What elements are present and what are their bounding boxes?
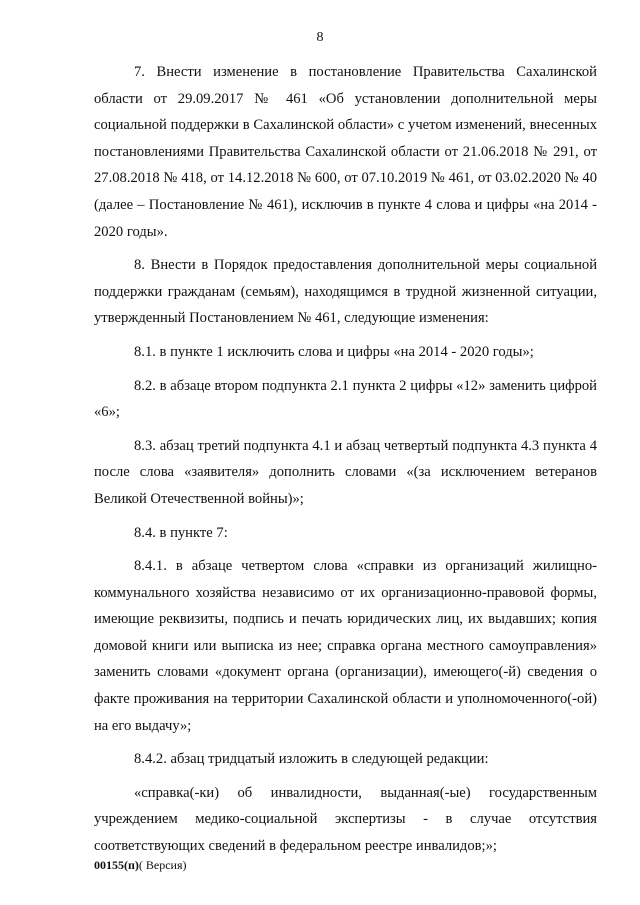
paragraph-8-4: 8.4. в пункте 7:	[134, 524, 228, 541]
paragraph-8-3: 8.3. абзац третий подпункта 4.1 и абзац четвертый подпункта 4.3 пункта 4 после слова «заявителя» дополнить словами «(за исключением ветеранов Великой Отечественной войны)»;	[94, 437, 597, 507]
paragraph-8-2: 8.2. в абзаце втором подпункта 2.1 пункта 2 цифры «12» заменить цифрой «6»;	[94, 377, 597, 421]
footer-code	[94, 858, 187, 873]
paragraph-8-4-2-quote: «справка(-ки) об инвалидности, выданная(-ые) государственным учреждением медико-социальной экспертизы - в случае отсутствия соответствующих сведений в федеральном реестре инвалидов;»;	[94, 784, 597, 855]
document-body	[94, 59, 597, 860]
paragraph-8-1: 8.1. в пункте 1 исключить слова и цифры «на 2014 - 2020 годы»;	[134, 343, 534, 360]
paragraph-8-4-1: 8.4.1. в абзаце четвертом слова «справки из организаций жилищно-коммунального хозяйства независимо от их организационно-правовой формы, имеющие реквизиты, подпись и печать юридических лиц, их выдавших; копия домовой книги или выписка из нее; справка органа местного самоуправления» заменить словами «документ органа (организации), имеющего(-й) сведения о факте проживания на территории Сахалинской области и уполномоченного(-ой) на его выдачу»;	[94, 558, 597, 734]
paragraph-7: 7. Внести изменение в постановление Правительства Сахалинской области от 29.09.2017 № 461 «Об установлении дополнительной меры социальной поддержки в Сахалинской области» с учетом изменений, внесенных постановлениями Правительства Сахалинской области от 21.06.2018 № 291, от 27.08.2018 № 418, от 14.12.2018 № 600, от 07.10.2019 № 461, от 03.02.2020 № 40 (далее – Постановление № 461), исключив в пункте 4 слова и цифры «на 2014 - 2020 годы».	[94, 64, 597, 240]
paragraph-8: 8. Внести в Порядок предоставления дополнительной меры социальной поддержки гражданам (семьям), находящимся в трудной жизненной ситуации, утвержденный Постановлением № 461, следующие изменения:	[94, 257, 597, 327]
document-code: 00155(п)	[94, 858, 139, 872]
document-version: ( Версия)	[138, 858, 187, 872]
page-number: 8	[316, 30, 324, 45]
paragraph-8-4-2: 8.4.2. абзац тридцатый изложить в следующей редакции:	[134, 751, 489, 768]
